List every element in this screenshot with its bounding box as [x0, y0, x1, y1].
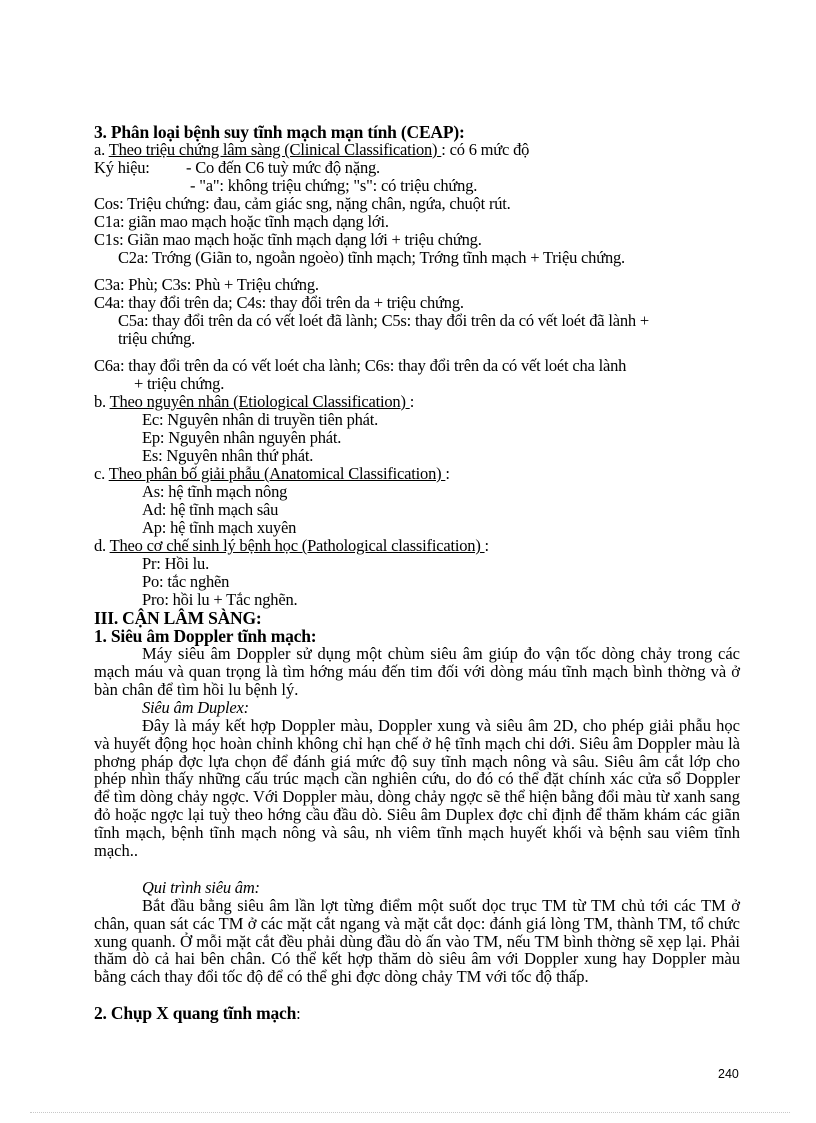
line-c2a: C2a: Trớng (Giãn to, ngoằn ngoèo) tĩnh mạch; Trớng tĩnh mạch + Triệu chứng. [118, 248, 625, 267]
classification-b [94, 393, 414, 411]
section-heading-doppler: 1. Siêu âm Doppler tĩnh mạch: [94, 626, 317, 646]
item-prefix: c. [94, 464, 109, 483]
subheading-procedure: Qui trình siêu âm: [142, 878, 260, 897]
line-c1s: C1s: Giãn mao mạch hoặc tĩnh mạch dạng lới + triệu chứng. [94, 230, 482, 249]
bottom-divider [30, 1112, 790, 1113]
line-po: Po: tắc nghẽn [142, 572, 230, 591]
heading-text: 2. Chụp X quang tĩnh mạch [94, 1003, 297, 1023]
item-suffix: : [484, 536, 489, 555]
classification-c [94, 465, 450, 483]
line-c5a: C5a: thay đổi trên da có vết loét đã lành; C5s: thay đổi trên da có vết loét đã lành + [118, 311, 649, 330]
item-prefix: d. [94, 536, 110, 555]
classification-title: Theo phân bố giải phẫu (Anatomical Classification) [108, 464, 446, 483]
section-heading-iii: III. CẬN LÂM SÀNG: [94, 608, 262, 628]
classification-title: Theo nguyên nhân (Etiological Classification) [109, 392, 410, 411]
item-suffix: : có 6 mức độ [441, 140, 530, 159]
section-heading-ceap: 3. Phân loại bệnh suy tĩnh mạch mạn tính (CEAP): [94, 122, 465, 142]
line-c3a: C3a: Phù; C3s: Phù + Triệu chứng. [94, 275, 319, 294]
kyhieu-item-2: - "a": không triệu chứng; "s": có triệu chứng. [190, 176, 478, 195]
line-es: Es: Nguyên nhân thứ phát. [142, 446, 314, 465]
line-as: As: hệ tĩnh mạch nông [142, 482, 288, 501]
line-ep: Ep: Nguyên nhân nguyên phát. [142, 428, 342, 447]
line-c1a: C1a: giãn mao mạch hoặc tĩnh mạch dạng lới. [94, 212, 389, 231]
item-prefix: b. [94, 392, 110, 411]
item-prefix: a. [94, 140, 109, 159]
line-c5a-cont: triệu chứng. [118, 329, 196, 348]
line-cos: Cos: Triệu chứng: đau, cảm giác sng, nặng chân, ngứa, chuột rút. [94, 194, 511, 213]
classification-a [94, 141, 529, 159]
item-suffix: : [409, 392, 415, 411]
heading-colon: : [296, 1004, 301, 1023]
subheading-duplex: Siêu âm Duplex: [142, 698, 249, 717]
paragraph-duplex [94, 717, 740, 859]
paragraph-procedure [94, 897, 740, 986]
line-pro: Pro: hồi lu + Tắc nghẽn. [142, 590, 298, 609]
line-c4a: C4a: thay đổi trên da; C4s: thay đổi trên da + triệu chứng. [94, 293, 464, 312]
classification-d [94, 537, 489, 555]
paragraph-doppler [94, 645, 740, 698]
classification-title: Theo cơ chế sinh lý bệnh học (Pathological classification) [109, 536, 485, 555]
kyhieu-item-1: - Co đến C6 tuỳ mức độ nặng. [186, 158, 380, 177]
item-suffix: : [445, 464, 450, 483]
paragraph-text: Máy siêu âm Doppler sử dụng một chùm siêu âm giúp đo vận tốc dòng chảy trong các mạch máu và quan trọng là tìm hớng máu đến tim đối với dòng máu tĩnh mạch bình thờng và ở bàn chân để tìm hồi lu bệnh lý. [94, 644, 740, 699]
paragraph-text: Bắt đầu bằng siêu âm lần lợt từng điểm một suốt dọc trục TM từ TM chủ tới các TM ở chân, quan sát các TM ở các mặt cắt ngang và mặt cắt dọc: đánh giá lòng TM, thành TM, tổ chức xung quanh. Ở mỗi mặt cắt đều phải dùng đầu dò ấn vào TM, nếu TM bình thờng sẽ xẹp lại. Phải thăm dò cả hai bên chân. Có thể kết hợp thăm dò siêu âm với Doppler xung hay Doppler màu bằng cách thay đổi tốc độ để có thể ghi đợc dòng chảy TM với tốc độ thấp. [94, 896, 740, 987]
page-number: 240 [718, 1067, 739, 1081]
kyhieu-label: Ký hiệu: [94, 158, 150, 177]
paragraph-text: Đây là máy kết hợp Doppler màu, Doppler xung và siêu âm 2D, cho phép giải phẫu học và huyết động học hoàn chỉnh không chỉ hạn chế ở hệ tĩnh mạch chi dới. Siêu âm Doppler màu là phơng pháp đợc lựa chọn để đánh giá mức độ suy tĩnh mạch nông và sâu. Siêu âm cắt lớp cho phép nhìn thấy những cấu trúc mạch cần nghiên cứu, do đó có thể đặt chính xác cửa sổ Doppler để tìm dòng chảy ngợc. Với Doppler màu, dòng chảy ngợc sẽ thể hiện bằng đổi màu từ xanh sang đỏ hoặc ngợc lại tuỳ theo hớng cầu đầu dò. Siêu âm Duplex đợc chỉ định để thăm khám các giãn tĩnh mạch, bệnh tĩnh mạch nông và sâu, nh viêm tĩnh mạch huyết khối và bệnh sau viêm tĩnh mạch.. [94, 716, 740, 860]
line-c6a: C6a: thay đổi trên da có vết loét cha lành; C6s: thay đổi trên da có vết loét cha lành [94, 356, 627, 375]
line-c6a-cont: + triệu chứng. [134, 374, 225, 393]
line-ec: Ec: Nguyên nhân di truyền tiên phát. [142, 410, 379, 429]
line-ap: Ap: hệ tĩnh mạch xuyên [142, 518, 297, 537]
line-pr: Pr: Hồi lu. [142, 554, 210, 573]
section-heading-xray [94, 1004, 301, 1023]
line-ad: Ad: hệ tĩnh mạch sâu [142, 500, 279, 519]
classification-title: Theo triệu chứng lâm sàng (Clinical Classification) [108, 140, 442, 159]
